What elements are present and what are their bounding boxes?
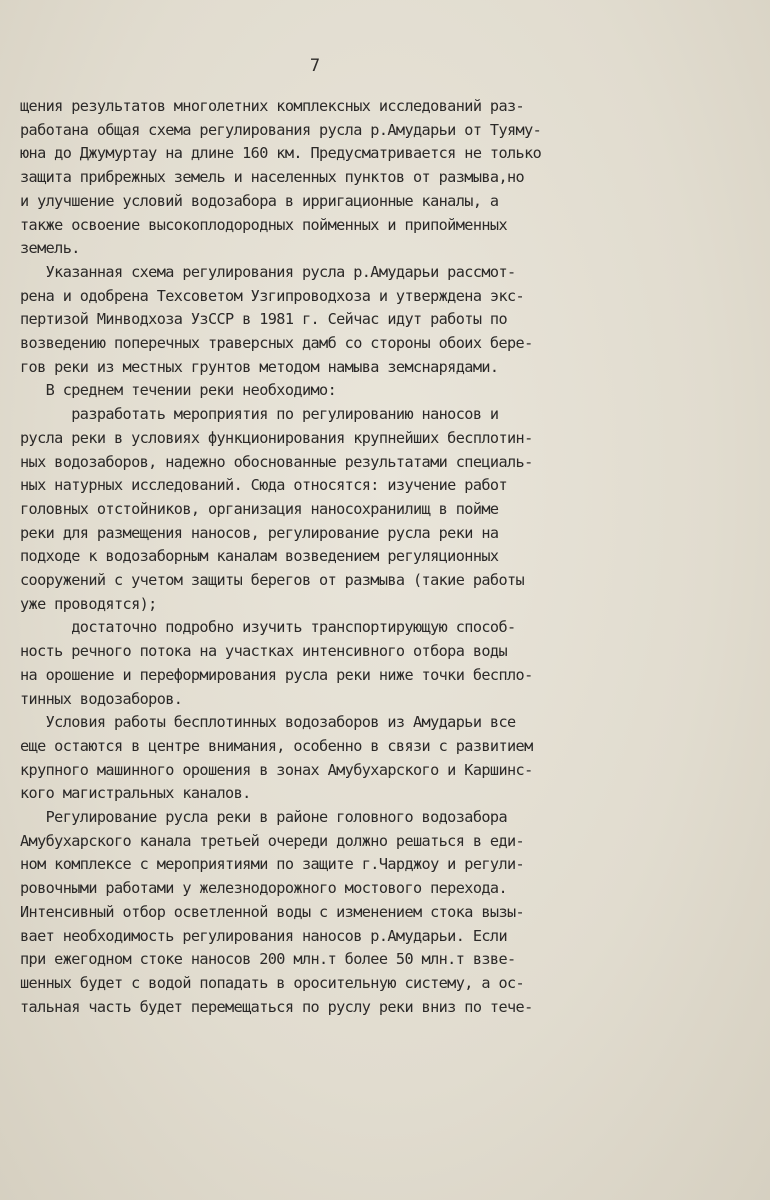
text-line: ном комплексе с мероприятиями по защите г.Чарджоу и регули-: [20, 855, 525, 874]
text-line: головных отстойников, организация наносохранилищ в пойме: [20, 499, 499, 518]
text-line: крупного машинного орошения в зонах Амубухарского и Каршинс-: [20, 760, 533, 779]
text-line: на орошение и переформирования русла реки ниже точки беспло-: [20, 665, 533, 684]
text-line: тальная часть будет перемещаться по руслу реки вниз по тече-: [20, 997, 533, 1016]
text-line: достаточно подробно изучить транспортирующую способ-: [20, 618, 516, 637]
text-line: разработать мероприятия по регулированию наносов и: [20, 405, 499, 424]
text-line: ность речного потока на участках интенсивного отбора воды: [20, 642, 507, 661]
text-line: и улучшение условий водозабора в ирригационные каналы, а: [20, 191, 499, 210]
text-line: тинных водозаборов.: [20, 689, 183, 708]
text-line: кого магистральных каналов.: [20, 784, 251, 803]
text-line: ных водозаборов, надежно обоснованные результатами специаль-: [20, 452, 533, 471]
text-line: возведению поперечных траверсных дамб со стороны обоих бере-: [20, 334, 533, 352]
text-line: пертизой Минводхоза УзССР в 1981 г. Сейчас идут работы по: [20, 310, 507, 329]
text-line: гов реки из местных грунтов методом намыва земснарядами.: [20, 357, 499, 376]
text-line: уже проводятся);: [20, 594, 157, 613]
text-line: ных натурных исследований. Сюда относятся: изучение работ: [20, 476, 507, 495]
text-line: также освоение высокоплодородных пойменных и припойменных: [20, 215, 507, 234]
text-line: еще остаются в центре внимания, особенно в связи с развитием: [20, 736, 533, 755]
text-line: юна до Джумуртау на длине 160 км. Предусматривается не только: [20, 144, 542, 163]
text-line: шенных будет с водой попадать в оросительную систему, а ос-: [20, 973, 525, 992]
text-line: сооружений с учетом защиты берегов от размыва (такие работы: [20, 571, 525, 589]
text-line: Регулирование русла реки в районе головного водозабора: [20, 808, 507, 826]
text-line: подходе к водозаборным каналам возведением регуляционных: [20, 547, 499, 566]
text-line: Амубухарского канала третьей очереди должно решаться в еди-: [20, 831, 525, 850]
text-line: Указанная схема регулирования русла р.Амударьи рассмот-: [20, 262, 516, 281]
text-line: В среднем течении реки необходимо:: [20, 381, 337, 400]
text-line: рена и одобрена Техсоветом Узгипроводхоза и утверждена экс-: [20, 286, 525, 305]
text-line: Условия работы бесплотинных водозаборов из Амударьи все: [20, 713, 516, 732]
page-number: 7: [309, 56, 321, 76]
text-line: реки для размещения наносов, регулирование русла реки на: [20, 523, 499, 542]
text-line: земель.: [20, 239, 80, 258]
text-line: защита прибрежных земель и населенных пунктов от размыва,но: [20, 168, 525, 187]
text-line: вает необходимость регулирования наносов р.Амударьи. Если: [20, 926, 507, 945]
text-line: щения результатов многолетних комплексных исследований раз-: [20, 97, 525, 115]
text-line: работана общая схема регулирования русла р.Амударьи от Туяму-: [20, 120, 542, 139]
text-line: русла реки в условиях функционирования крупнейших бесплотин-: [20, 428, 533, 447]
text-line: Интенсивный отбор осветленной воды с изменением стока вызы-: [20, 902, 525, 921]
text-line: ровочными работами у железнодорожного мостового перехода.: [20, 879, 507, 898]
text-line: при ежегодном стоке наносов 200 млн.т более 50 млн.т взве-: [20, 950, 516, 969]
